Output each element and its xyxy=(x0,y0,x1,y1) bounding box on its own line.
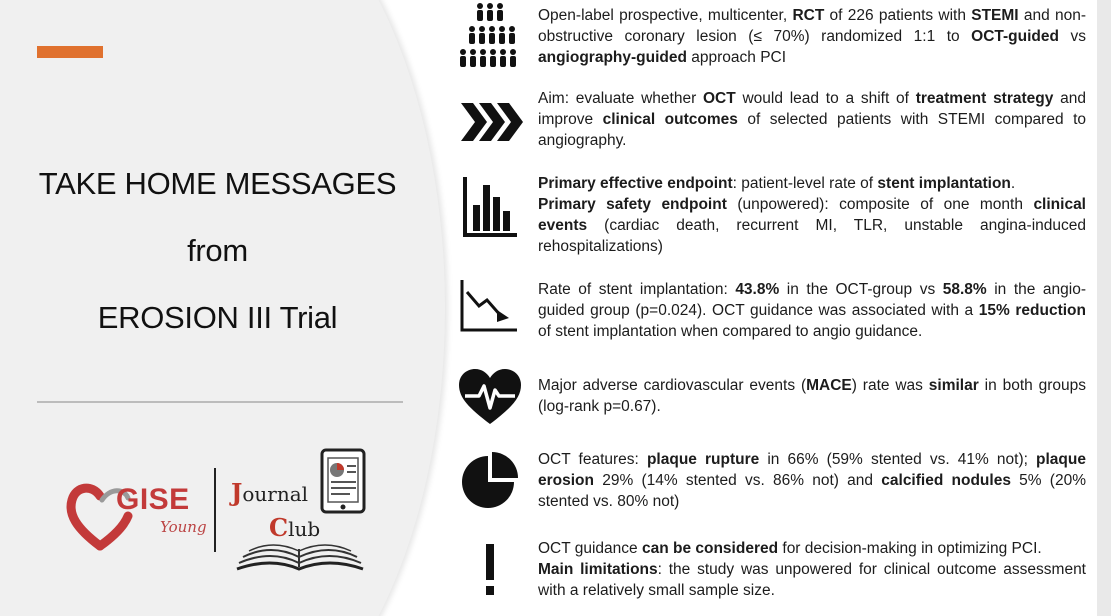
text-run: would lead to a shift of xyxy=(735,90,916,107)
text-run: of stent implantation when compared to angio guidance. xyxy=(538,323,923,340)
item-text xyxy=(538,449,1086,512)
text-run: : the study was unpowered for clinical outcome assessment with a relatively small sample size. xyxy=(538,561,1086,599)
text-run: OCT features: xyxy=(538,451,647,468)
journal-word: Journal xyxy=(231,478,309,507)
trend-down-icon xyxy=(457,278,523,334)
bold-text: plaque erosion xyxy=(538,451,1086,489)
accent-bar xyxy=(37,46,103,58)
heart-pulse-icon xyxy=(457,368,523,426)
gise-wordmark: GISE xyxy=(116,483,190,516)
title-line-3: EROSION III Trial xyxy=(97,300,338,335)
people-group-icon xyxy=(457,2,523,72)
take-home-list xyxy=(445,0,1095,616)
text-run: of 226 patients with xyxy=(824,7,972,24)
bold-text: OCT-guided xyxy=(971,28,1059,45)
open-book-icon xyxy=(235,537,365,573)
text-run: ) rate was xyxy=(851,377,929,394)
bold-text: clinical outcomes xyxy=(602,111,738,128)
bold-text: OCT xyxy=(703,90,736,107)
tablet-chart-icon xyxy=(320,448,366,518)
text-run: : patient-level rate of xyxy=(732,175,878,192)
text-run: for decision-making in optimizing PCI. xyxy=(778,540,1042,557)
club-word: Club xyxy=(269,513,321,542)
title-line-2: from xyxy=(187,233,248,268)
bold-text: similar xyxy=(928,377,979,394)
text-run: Major adverse cardiovascular events ( xyxy=(538,377,807,394)
title-line-1: TAKE HOME MESSAGES xyxy=(38,166,397,201)
slide-title xyxy=(20,150,415,351)
journal-club-logo xyxy=(225,445,375,575)
text-run: in 66% (59% stented vs. 41% not); xyxy=(759,451,1037,468)
bold-text: clinical events xyxy=(538,196,1086,234)
bold-text: calcified nodules xyxy=(881,472,1011,489)
logo-separator xyxy=(214,468,216,552)
text-run: OCT guidance xyxy=(538,540,642,557)
bold-text: RCT xyxy=(792,7,825,24)
right-edge-strip xyxy=(1097,0,1111,616)
text-run: 29% (14% stented vs. 86% not) and xyxy=(593,472,882,489)
text-run: Open-label prospective, multicenter, xyxy=(538,7,793,24)
bold-text: plaque rupture xyxy=(646,451,760,468)
chevrons-right-icon xyxy=(457,97,523,147)
text-run: . xyxy=(1010,175,1016,192)
item-text xyxy=(538,5,1086,68)
item-text xyxy=(538,538,1086,601)
text-run: 5% (20% stented vs. 80% not) xyxy=(538,472,1086,510)
text-run: (unpowered): composite of one month xyxy=(726,196,1034,213)
bold-text: angiography-guided xyxy=(538,49,687,66)
text-run: (cardiac death, recurrent MI, TLR, unstable angina-induced rehospitalizations) xyxy=(538,217,1086,255)
bold-text: 15% reduction xyxy=(978,302,1086,319)
bold-text: stent implantation xyxy=(877,175,1011,192)
item-text xyxy=(538,375,1086,417)
gise-young-logo xyxy=(66,478,211,558)
bold-text: MACE xyxy=(806,377,852,394)
bold-text: Main limitations xyxy=(538,561,658,578)
item-text xyxy=(538,88,1086,151)
text-run: and improve xyxy=(538,90,1086,128)
text-run: Aim: evaluate whether xyxy=(538,90,703,107)
bold-text: can be considered xyxy=(641,540,779,557)
text-run: and non-obstructive coronary lesion (≤ 70%) randomized 1:1 to xyxy=(538,7,1087,45)
exclamation-icon xyxy=(457,542,523,598)
text-run: of selected patients with STEMI compared to angiography. xyxy=(538,111,1086,149)
bold-text: treatment strategy xyxy=(915,90,1054,107)
item-text xyxy=(538,279,1086,342)
text-run: in the angio-guided group (p=0.024). OCT guidance was associated with a xyxy=(538,281,1086,319)
gise-young-label: Young xyxy=(160,518,207,536)
bar-chart-icon xyxy=(457,175,523,239)
title-divider xyxy=(37,401,403,403)
bold-text: Primary effective endpoint xyxy=(538,175,733,192)
bold-text: Primary safety endpoint xyxy=(538,196,727,213)
bold-text: 43.8% xyxy=(735,281,780,298)
text-run: approach PCI xyxy=(686,49,787,66)
text-run: vs xyxy=(1058,28,1086,45)
bold-text: STEMI xyxy=(971,7,1019,24)
item-text xyxy=(538,173,1086,257)
text-run: in the OCT-group vs xyxy=(779,281,943,298)
pie-chart-icon xyxy=(457,451,523,509)
bold-text: 58.8% xyxy=(942,281,987,298)
text-run: Rate of stent implantation: xyxy=(538,281,736,298)
text-run: in both groups (log-rank p=0.67). xyxy=(538,377,1086,415)
